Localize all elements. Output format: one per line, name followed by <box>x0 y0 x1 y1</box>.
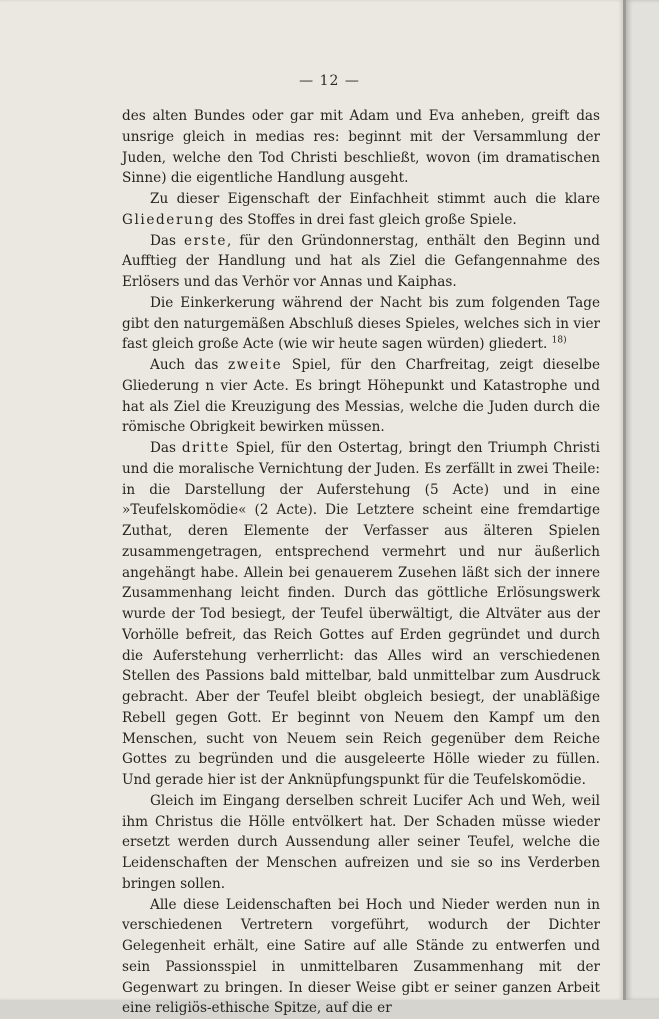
paragraph-7: Gleich im Eingang derselben schreit Lucifer Ach und Weh, weil ihm Christus die Hölle entvölkert hat. Der Schaden müsse wieder ersetzt werden durch Aussendung aller seiner Teufel, welche die Leidenschaften der Menschen aufreizen und sie so ins Verderben bringen sollen. <box>122 791 600 895</box>
page-number: — 12 — <box>0 73 659 89</box>
paragraph-6 <box>122 438 600 791</box>
body-text <box>122 106 600 1019</box>
text-span: Auch das <box>150 357 228 373</box>
paragraph-2 <box>122 189 600 231</box>
text-span: Zu dieser Eigenschaft der Einfachheit stimmt auch die klare <box>150 191 600 207</box>
emphasis-span: dritte <box>182 440 230 456</box>
text-span: , für den Gründonnerstag, enthält den Beginn und Aufftieg der Handlung und hat als Ziel die Gefangennahme des Erlösers und das Verhör vor Annas und Kaiphas. <box>122 233 600 291</box>
next-page-edge <box>626 0 659 1000</box>
footnote-marker: 18) <box>552 336 567 346</box>
paragraph-8: Alle diese Leidenschaften bei Hoch und Nieder werden nun in verschiedenen Vertretern vorgeführt, wodurch der Dichter Gelegenheit erhält, eine Satire auf alle Stände zu entwerfen und sein Passionsspiel in unmittelbaren Zusammenhang mit der Gegenwart zu bringen. In dieser Weise gibt er seiner ganzen Arbeit eine religiös-ethische Spitze, auf die er <box>122 895 600 1019</box>
text-span: Die Einkerkerung während der Nacht bis zum folgenden Tage gibt den naturgemäßen Abschluß dieses Spieles, welches sich in vier fast gleich große Acte (wie wir heute sagen würden) gliedert. <box>122 295 600 353</box>
paragraph-5 <box>122 355 600 438</box>
paragraph-3 <box>122 231 600 293</box>
emphasis-span: zweite <box>228 357 282 373</box>
text-span: des Stoffes in drei fast gleich große Spiele. <box>215 212 517 228</box>
text-span: Spiel, für den Charfreitag, zeigt dieselbe Gliederung n vier Acte. Es bringt Höhepunkt und Katastrophe und hat als Ziel die Kreuzigung des Messias, welche die Juden durch die römische Obrigkeit bewirken müssen. <box>122 357 600 435</box>
paragraph-4 <box>122 293 600 355</box>
emphasis-span: erste <box>184 233 227 249</box>
text-span: Das <box>150 440 182 456</box>
emphasis-span: Gliederung <box>122 212 215 228</box>
text-span: Spiel, für den Ostertag, bringt den Triumph Christi und die moralische Vernichtung der Juden. Es zerfällt in zwei Theile: in die Darstellung der Auferstehung (5 Acte) und in eine »Teufelskomödie« (2 Acte). Die Letztere scheint eine fremdartige Zuthat, deren Elemente der Verfasser aus älteren Spielen zusammengetragen, entsprechend vermehrt und nur äußerlich angehängt habe. Allein bei genauerem Zusehen läßt sich der innere Zusammenhang leicht finden. Durch das göttliche Erlösungswerk wurde der Tod besiegt, der Teufel überwältigt, die Altväter aus der Vorhölle befreit, das Reich Gottes auf Erden gegründet und durch die Auferstehung verherrlicht: das Alles wird an verschiedenen Stellen des Passions bald mittelbar, bald unmittelbar zum Ausdruck gebracht. Aber der Teufel bleibt obgleich besiegt, der unabläßige Rebell gegen Gott. Er beginnt von Neuem den Kampf um den Menschen, sucht von Neuem sein Reich gegenüber dem Reiche Gottes zu begründen und die ausgeleerte Hölle wieder zu füllen. Und gerade hier ist der Anknüpfungspunkt für die Teufelskomödie. <box>122 440 600 788</box>
paragraph-1: des alten Bundes oder gar mit Adam und Eva anheben, greift das unsrige gleich in medias res: beginnt mit der Versammlung der Juden, welche den Tod Christi beschließt, wovon (im dramatischen Sinne) die eigentliche Handlung ausgeht. <box>122 106 600 189</box>
text-span: Das <box>150 233 184 249</box>
